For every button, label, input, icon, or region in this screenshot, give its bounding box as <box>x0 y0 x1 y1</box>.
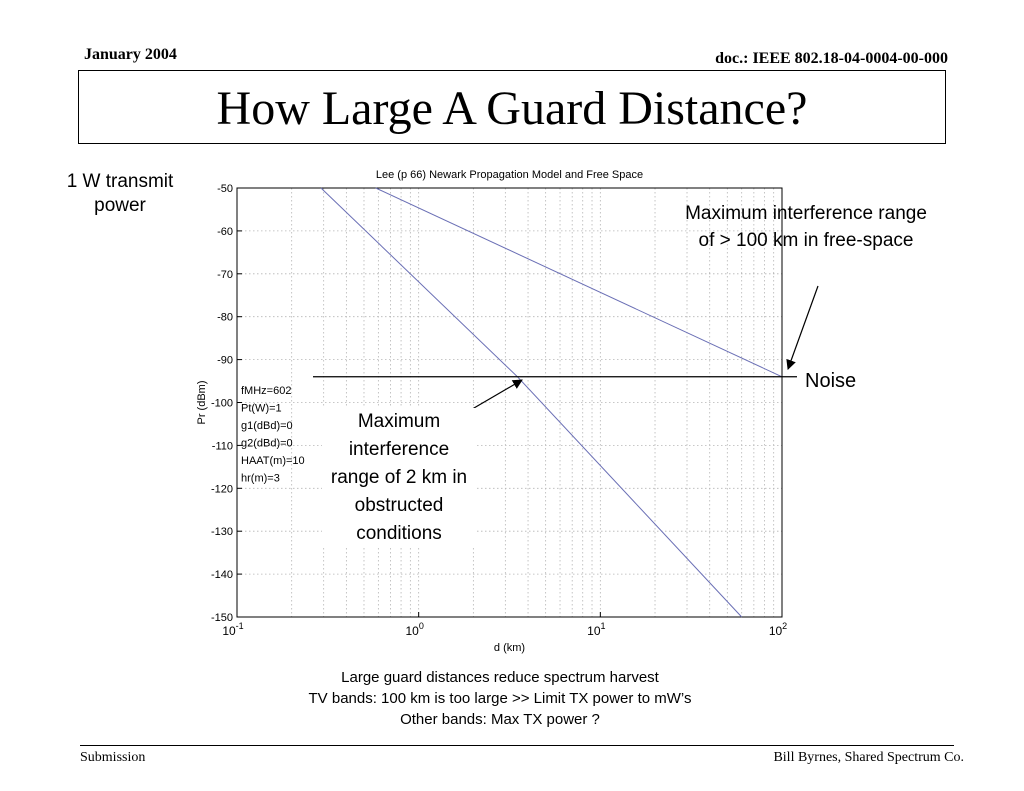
header-date: January 2004 <box>84 46 177 63</box>
free-space-arrow <box>788 286 818 369</box>
noise-label: Noise <box>805 370 857 392</box>
y-tick-label: -150 <box>210 612 233 624</box>
header-doc-id: doc.: IEEE 802.18-04-0004-00-000 <box>715 50 948 67</box>
y-axis-label: Pr (dBm) <box>196 380 208 425</box>
footer-author: Bill Byrnes, Shared Spectrum Co. <box>773 750 964 765</box>
x-tick-exponent: 1 <box>600 621 606 631</box>
y-tick-label: -140 <box>210 569 233 582</box>
x-axis-label: d (km) <box>493 642 526 654</box>
parameter-text: Pt(W)=1 <box>241 402 282 415</box>
parameter-text: fMHz=602 <box>241 384 292 397</box>
caption-line-1: Large guard distances reduce spectrum harvest <box>341 669 659 686</box>
footer-submission: Submission <box>80 750 146 765</box>
x-tick-exponent: 0 <box>418 621 424 631</box>
parameter-text: hr(m)=3 <box>241 472 280 485</box>
x-tick-label: $10^{-1}$ <box>222 621 244 638</box>
parameter-text: g1(dBd)=0 <box>241 419 293 432</box>
x-tick-label: $10^1$ <box>587 621 606 638</box>
y-tick-label: -60 <box>217 225 233 238</box>
x-tick-label: $10^2$ <box>768 621 788 638</box>
transmit-power-note: 1 W transmit power <box>66 171 174 216</box>
chart-title: Lee (p 66) Newark Propagation Model and Free Space <box>375 169 644 181</box>
parameter-text: HAAT(m)=10 <box>241 454 305 467</box>
y-tick-label: -70 <box>217 268 233 281</box>
y-tick-label: -110 <box>211 440 233 453</box>
obstructed-annotation: Maximum interference range of 2 km in obstructed conditions <box>322 408 476 548</box>
x-tick-label: $10^0$ <box>405 621 424 638</box>
y-tick-label: -120 <box>210 483 233 496</box>
x-tick-exponent: 2 <box>782 621 788 631</box>
parameter-text: g2(dBd)=0 <box>241 437 293 450</box>
caption-line-2: TV bands: 100 km is too large >> Limit TX power to mW’s <box>308 690 692 707</box>
slide-title: How Large A Guard Distance? <box>216 82 808 135</box>
caption <box>200 667 800 730</box>
footer-divider <box>80 745 954 746</box>
y-tick-label: -80 <box>217 311 233 324</box>
y-tick-label: -100 <box>210 397 233 410</box>
y-tick-label: -90 <box>217 354 233 367</box>
x-tick-exponent: -1 <box>235 621 244 631</box>
y-tick-label: -50 <box>217 183 233 195</box>
free-space-annotation: Maximum interference range of > 100 km in free-space <box>685 203 927 251</box>
y-tick-label: -130 <box>210 526 233 539</box>
caption-line-3: Other bands: Max TX power ? <box>400 711 600 728</box>
